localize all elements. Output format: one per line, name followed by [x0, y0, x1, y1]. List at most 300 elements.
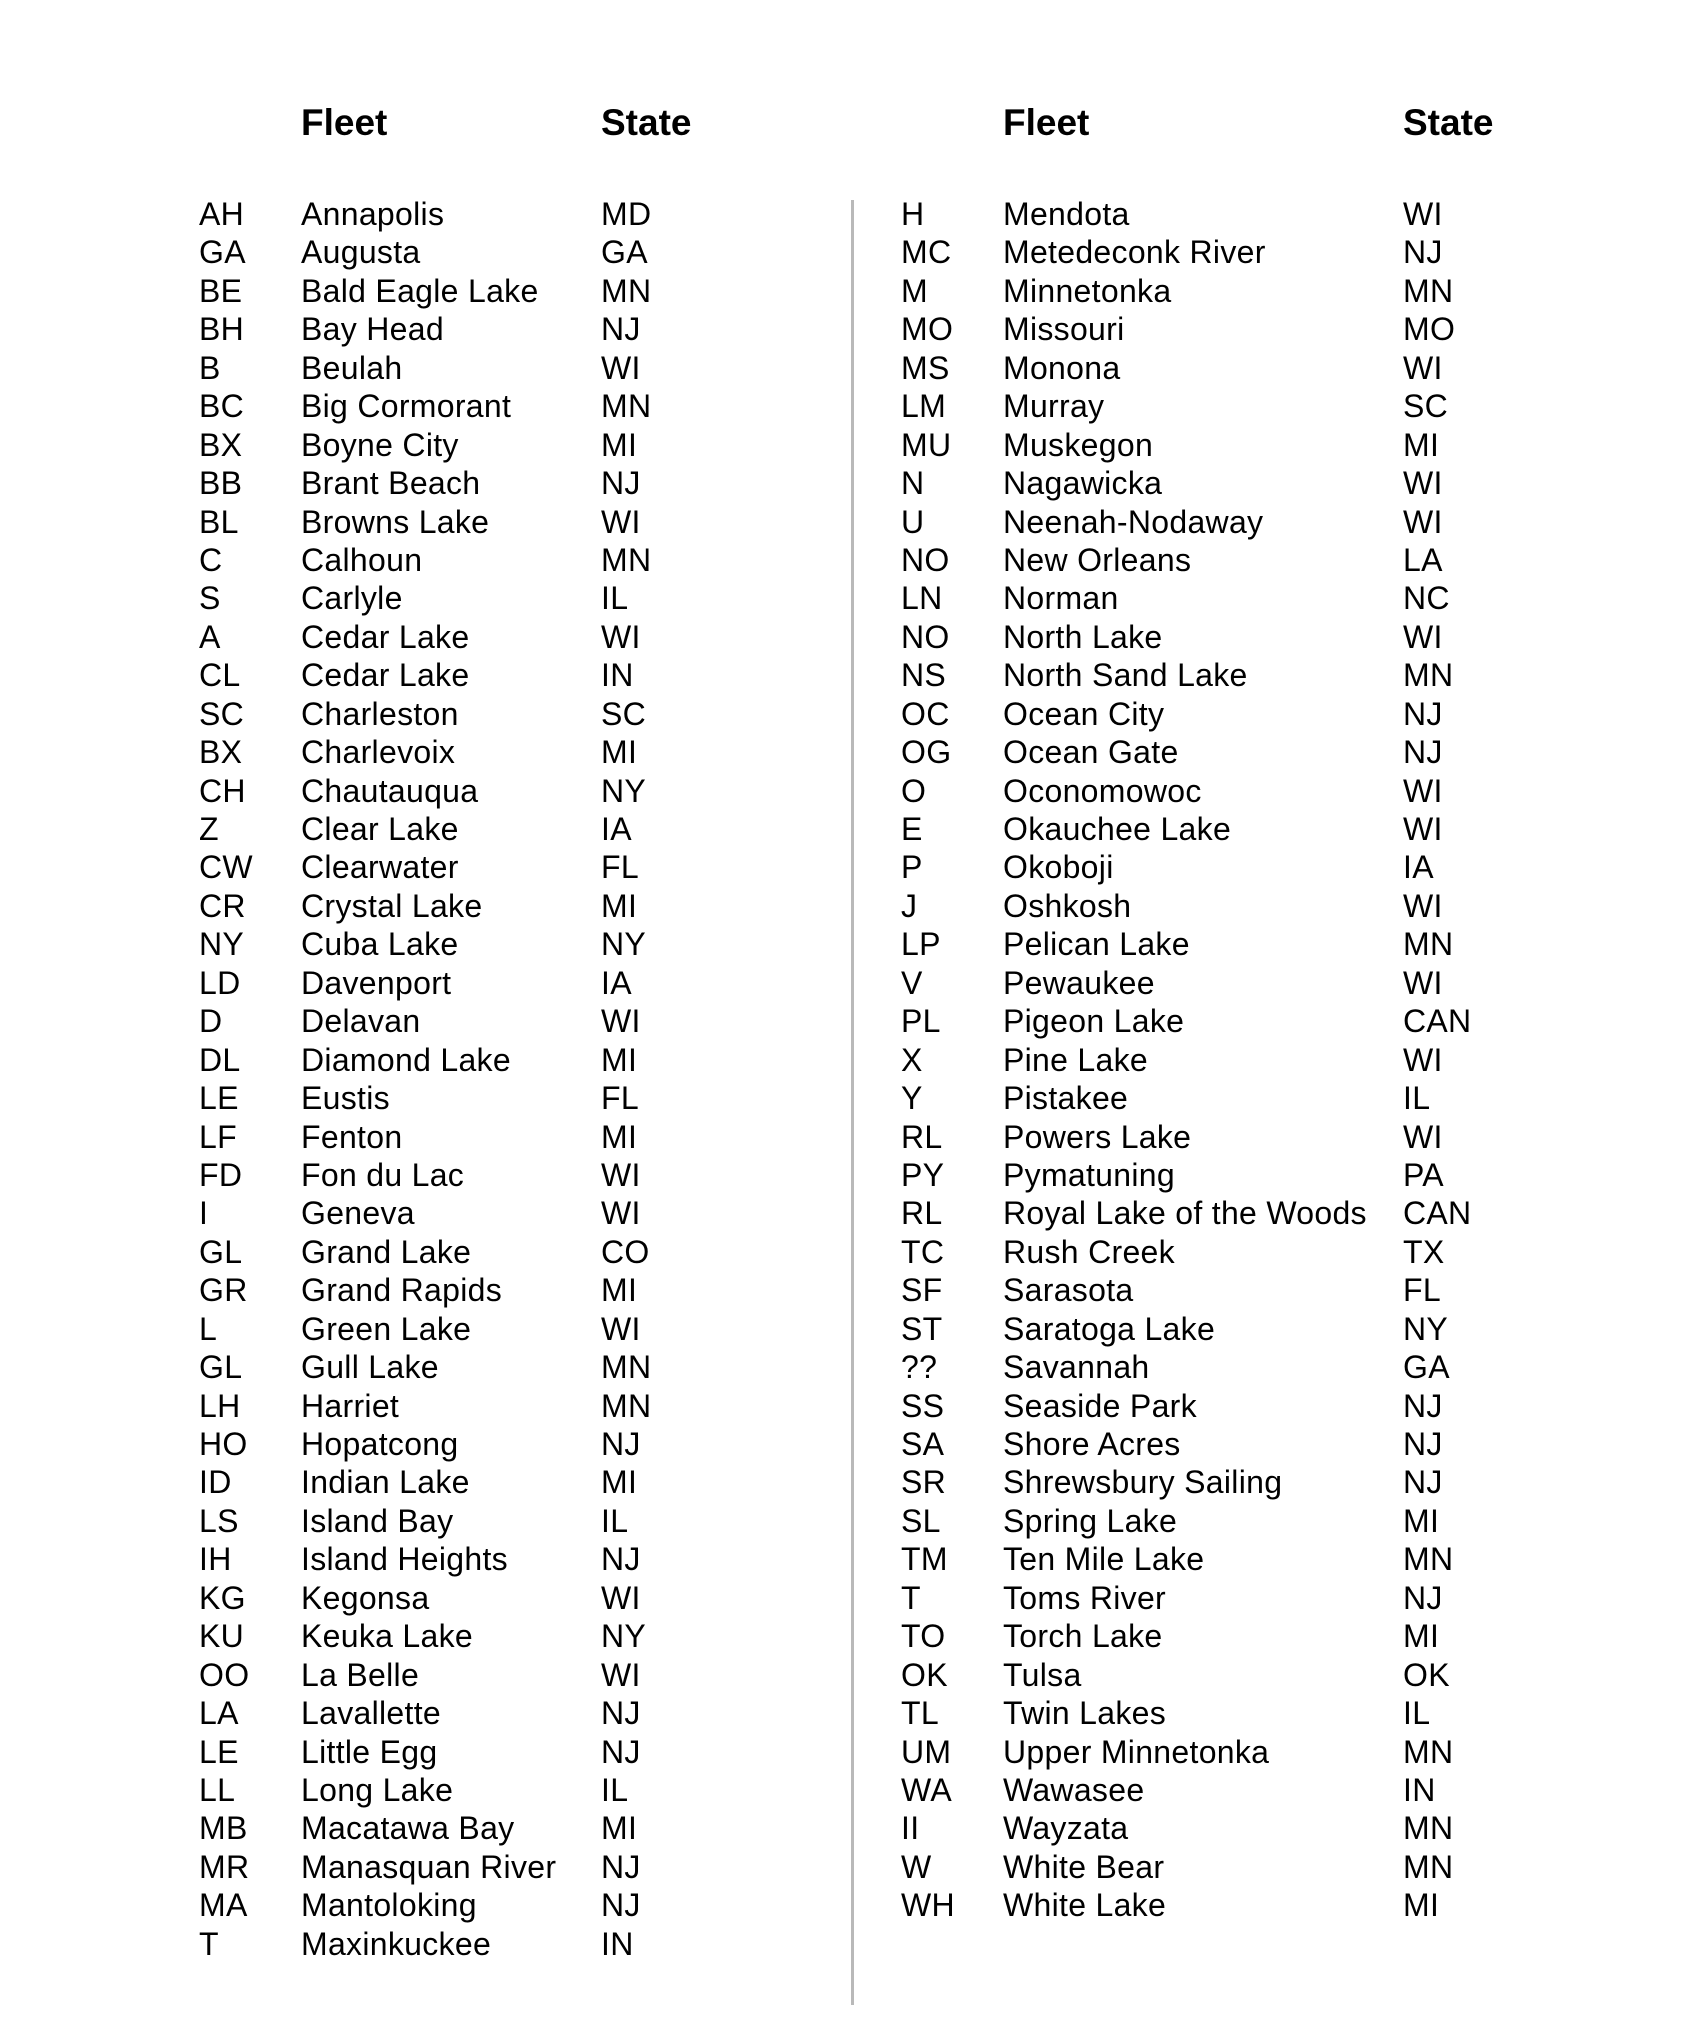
- fleet-name: North Sand Lake: [1003, 657, 1248, 694]
- fleet-state: NY: [601, 926, 647, 963]
- fleet-code: FD: [199, 1156, 243, 1193]
- fleet-code: SR: [901, 1464, 947, 1501]
- fleet-row: [199, 656, 899, 694]
- fleet-state: IL: [601, 1771, 629, 1808]
- fleet-name: Toms River: [1003, 1579, 1167, 1616]
- fleet-row: [199, 310, 899, 348]
- fleet-state: TX: [1403, 1233, 1445, 1270]
- fleet-row: [901, 1848, 1601, 1886]
- fleet-name: Sarasota: [1003, 1272, 1134, 1309]
- fleet-state: NJ: [1403, 1464, 1443, 1501]
- fleet-name: Twin Lakes: [1003, 1695, 1167, 1732]
- fleet-state: GA: [1403, 1349, 1450, 1386]
- fleet-row: [199, 1156, 899, 1194]
- fleet-row: [199, 579, 899, 617]
- fleet-state: MN: [1403, 1848, 1454, 1885]
- right-fleet-header: Fleet: [1003, 102, 1090, 143]
- fleet-name: Diamond Lake: [301, 1041, 511, 1078]
- fleet-row: [199, 195, 899, 233]
- fleet-code: BL: [199, 503, 239, 540]
- fleet-state: NJ: [601, 1848, 641, 1885]
- fleet-code: DL: [199, 1041, 241, 1078]
- fleet-name: Murray: [1003, 388, 1105, 425]
- fleet-code: AH: [199, 196, 245, 232]
- fleet-name: Norman: [1003, 580, 1119, 617]
- fleet-state: MI: [1403, 1502, 1440, 1539]
- fleet-state: WI: [601, 1003, 641, 1040]
- fleet-row: [901, 1387, 1601, 1425]
- fleet-row: [199, 1079, 899, 1117]
- fleet-name: Kegonsa: [301, 1579, 430, 1616]
- fleet-state: MN: [1403, 1733, 1454, 1770]
- fleet-name: Bay Head: [301, 311, 444, 348]
- fleet-state: WI: [1403, 1118, 1443, 1155]
- fleet-row: [199, 233, 899, 271]
- fleet-name: Torch Lake: [1003, 1618, 1163, 1655]
- fleet-code: I: [199, 1195, 209, 1232]
- fleet-row: [901, 387, 1601, 425]
- fleet-state: MI: [601, 1810, 638, 1847]
- fleet-row: [199, 695, 899, 733]
- fleet-state: OK: [1403, 1656, 1450, 1693]
- fleet-name: White Lake: [1003, 1887, 1167, 1924]
- fleet-code: II: [901, 1810, 920, 1847]
- fleet-code: WH: [901, 1887, 955, 1924]
- fleet-row: [199, 1271, 899, 1309]
- left-state-header: State: [601, 102, 692, 143]
- fleet-name: Charleston: [301, 695, 459, 732]
- fleet-row: [199, 1310, 899, 1348]
- fleet-name: Okoboji: [1003, 849, 1114, 886]
- fleet-code: LL: [199, 1771, 236, 1808]
- fleet-code: B: [199, 349, 221, 386]
- fleet-code: PY: [901, 1156, 945, 1193]
- fleet-code: U: [901, 503, 925, 540]
- fleet-name: Charlevoix: [301, 734, 456, 771]
- fleet-code: C: [199, 541, 223, 578]
- fleet-name: Wawasee: [1003, 1771, 1145, 1808]
- fleet-code: LN: [901, 580, 943, 617]
- fleet-row: [901, 925, 1601, 963]
- fleet-row: [901, 1886, 1601, 1924]
- fleet-state: NJ: [601, 1887, 641, 1924]
- fleet-state: WI: [1403, 196, 1443, 232]
- fleet-state: IA: [601, 811, 632, 847]
- fleet-name: Savannah: [1003, 1349, 1150, 1386]
- fleet-state: NJ: [601, 1426, 641, 1462]
- fleet-name: Monona: [1003, 349, 1121, 386]
- fleet-row: [901, 1348, 1601, 1386]
- fleet-code: KG: [199, 1579, 246, 1616]
- fleet-code: MA: [199, 1887, 248, 1924]
- fleet-code: RL: [901, 1195, 943, 1232]
- fleet-name: Cedar Lake: [301, 618, 470, 655]
- fleet-name: Harriet: [301, 1387, 400, 1424]
- fleet-row: [901, 1041, 1601, 1079]
- fleet-state: IL: [601, 580, 629, 617]
- fleet-row: [901, 1233, 1601, 1271]
- fleet-row: [901, 810, 1601, 848]
- fleet-name: Island Heights: [301, 1541, 508, 1578]
- fleet-state: WI: [1403, 887, 1443, 924]
- fleet-state: MI: [601, 1272, 638, 1309]
- fleet-row: [901, 1617, 1601, 1655]
- fleet-state: MO: [1403, 311, 1456, 348]
- fleet-name: Nagawicka: [1003, 465, 1163, 502]
- fleet-state: IA: [1403, 849, 1434, 886]
- fleet-row: [901, 1694, 1601, 1732]
- fleet-row: [901, 964, 1601, 1002]
- fleet-row: [199, 1694, 899, 1732]
- fleet-row: [901, 579, 1601, 617]
- fleet-state: WI: [601, 1579, 641, 1616]
- fleet-code: TC: [901, 1233, 945, 1270]
- fleet-row: [199, 1848, 899, 1886]
- fleet-name: Grand Lake: [301, 1233, 472, 1270]
- fleet-state: PA: [1403, 1156, 1444, 1193]
- fleet-code: BC: [199, 388, 245, 425]
- fleet-code: SS: [901, 1387, 945, 1424]
- fleet-state: MN: [1403, 1541, 1454, 1578]
- fleet-row: [901, 1271, 1601, 1309]
- fleet-name: Pistakee: [1003, 1080, 1129, 1117]
- fleet-row: [199, 1656, 899, 1694]
- fleet-name: Grand Rapids: [301, 1272, 503, 1309]
- fleet-name: Chautauqua: [301, 772, 479, 809]
- fleet-state: WI: [601, 1656, 641, 1693]
- fleet-code: KU: [199, 1618, 245, 1655]
- fleet-row: [901, 1540, 1601, 1578]
- fleet-code: ID: [199, 1464, 232, 1501]
- fleet-row: [199, 810, 899, 848]
- fleet-code: OC: [901, 695, 950, 732]
- fleet-state: FL: [1403, 1272, 1441, 1309]
- fleet-state: NY: [601, 772, 647, 809]
- fleet-name: Ten Mile Lake: [1003, 1541, 1205, 1578]
- fleet-row: [901, 541, 1601, 579]
- fleet-row: [901, 426, 1601, 464]
- fleet-name: Spring Lake: [1003, 1502, 1178, 1539]
- fleet-code: CR: [199, 887, 246, 924]
- fleet-code: TM: [901, 1541, 948, 1578]
- fleet-name: Augusta: [301, 234, 421, 271]
- fleet-code: GL: [199, 1349, 243, 1386]
- fleet-name: Pine Lake: [1003, 1041, 1149, 1078]
- fleet-name: Saratoga Lake: [1003, 1310, 1216, 1347]
- fleet-code: A: [199, 618, 221, 655]
- fleet-name: New Orleans: [1003, 541, 1192, 578]
- fleet-name: Clear Lake: [301, 811, 459, 847]
- fleet-row: [199, 964, 899, 1002]
- fleet-name: Crystal Lake: [301, 887, 483, 924]
- fleet-name: Neenah-Nodaway: [1003, 503, 1264, 540]
- fleet-code: D: [199, 1003, 223, 1040]
- fleet-name: Keuka Lake: [301, 1618, 474, 1655]
- fleet-row: [901, 195, 1601, 233]
- fleet-state: MI: [601, 1464, 638, 1501]
- fleet-state: NJ: [1403, 1579, 1443, 1616]
- fleet-code: CH: [199, 772, 246, 809]
- fleet-name: Pigeon Lake: [1003, 1003, 1185, 1040]
- fleet-name: Browns Lake: [301, 503, 490, 540]
- fleet-code: V: [901, 964, 923, 1001]
- fleet-row: [901, 1463, 1601, 1501]
- fleet-state: NY: [601, 1618, 647, 1655]
- fleet-name: Fon du Lac: [301, 1156, 465, 1193]
- fleet-name: Little Egg: [301, 1733, 438, 1770]
- fleet-row: [199, 387, 899, 425]
- fleet-row: [199, 1925, 899, 1963]
- fleet-name: Mendota: [1003, 196, 1130, 232]
- fleet-state: CAN: [1403, 1003, 1472, 1040]
- fleet-state: IN: [601, 1925, 634, 1962]
- fleet-code: WA: [901, 1771, 952, 1808]
- fleet-code: BX: [199, 426, 243, 463]
- fleet-name: Boyne City: [301, 426, 459, 463]
- fleet-name: White Bear: [1003, 1848, 1165, 1885]
- fleet-code: LS: [199, 1502, 239, 1539]
- column-divider: [851, 200, 854, 2005]
- fleet-row: [199, 1617, 899, 1655]
- fleet-state: WI: [1403, 465, 1443, 502]
- fleet-name: Shrewsbury Sailing: [1003, 1464, 1283, 1501]
- fleet-code: OK: [901, 1656, 948, 1693]
- fleet-code: SC: [199, 695, 245, 732]
- right-fleet-list: [901, 195, 1601, 1925]
- fleet-code: O: [901, 772, 927, 809]
- fleet-state: NJ: [601, 1733, 641, 1770]
- fleet-row: [199, 1041, 899, 1079]
- fleet-row: [199, 1809, 899, 1847]
- fleet-code: LE: [199, 1733, 239, 1770]
- fleet-row: [901, 1425, 1601, 1463]
- fleet-row: [199, 464, 899, 502]
- fleet-name: Manasquan River: [301, 1848, 557, 1885]
- fleet-name: Upper Minnetonka: [1003, 1733, 1270, 1770]
- fleet-state: MI: [601, 1041, 638, 1078]
- fleet-state: MN: [601, 1349, 652, 1386]
- fleet-state: FL: [601, 1080, 639, 1117]
- fleet-name: Mantoloking: [301, 1887, 477, 1924]
- fleet-state: CO: [601, 1233, 650, 1270]
- fleet-state: NJ: [1403, 1387, 1443, 1424]
- fleet-code: BX: [199, 734, 243, 771]
- fleet-name: Cedar Lake: [301, 657, 470, 694]
- fleet-row: [901, 272, 1601, 310]
- fleet-state: MI: [601, 887, 638, 924]
- fleet-name: Pymatuning: [1003, 1156, 1175, 1193]
- fleet-state: NJ: [601, 465, 641, 502]
- fleet-code: CW: [199, 849, 253, 886]
- fleet-code: HO: [199, 1426, 248, 1462]
- fleet-code: SF: [901, 1272, 943, 1309]
- fleet-row: [901, 695, 1601, 733]
- fleet-row: [199, 1771, 899, 1809]
- fleet-state: IL: [601, 1502, 629, 1539]
- fleet-name: Lavallette: [301, 1695, 441, 1732]
- fleet-state: MN: [601, 541, 652, 578]
- fleet-state: MN: [601, 272, 652, 309]
- fleet-row: [901, 1733, 1601, 1771]
- fleet-row: [199, 1118, 899, 1156]
- fleet-row: [199, 848, 899, 886]
- fleet-code: LF: [199, 1118, 237, 1155]
- fleet-row: [901, 1002, 1601, 1040]
- fleet-code: MR: [199, 1848, 250, 1885]
- fleet-code: RL: [901, 1118, 943, 1155]
- fleet-code: LM: [901, 388, 947, 425]
- fleet-state: NJ: [1403, 695, 1443, 732]
- fleet-row: [199, 1233, 899, 1271]
- fleet-row: [199, 541, 899, 579]
- fleet-row: [199, 733, 899, 771]
- fleet-state: WI: [1403, 503, 1443, 540]
- fleet-state: WI: [601, 1195, 641, 1232]
- fleet-state: WI: [601, 1310, 641, 1347]
- fleet-row: [901, 1194, 1601, 1232]
- fleet-state: SC: [601, 695, 647, 732]
- fleet-code: S: [199, 580, 221, 617]
- fleet-row: [901, 1771, 1601, 1809]
- fleet-code: CL: [199, 657, 241, 694]
- fleet-name: Oconomowoc: [1003, 772, 1202, 809]
- fleet-row: [199, 1387, 899, 1425]
- fleet-name: Eustis: [301, 1080, 390, 1117]
- fleet-code: GA: [199, 234, 246, 271]
- fleet-name: Clearwater: [301, 849, 459, 886]
- fleet-state: NY: [1403, 1310, 1449, 1347]
- fleet-state: IN: [1403, 1771, 1436, 1808]
- fleet-name: Royal Lake of the Woods: [1003, 1195, 1367, 1232]
- fleet-code: BE: [199, 272, 243, 309]
- fleet-name: Carlyle: [301, 580, 403, 617]
- fleet-row: [199, 1463, 899, 1501]
- fleet-code: W: [901, 1848, 932, 1885]
- fleet-row: [901, 1156, 1601, 1194]
- fleet-code: NO: [901, 541, 950, 578]
- fleet-code: MS: [901, 349, 950, 386]
- fleet-row: [199, 772, 899, 810]
- fleet-row: [901, 772, 1601, 810]
- fleet-row: [199, 426, 899, 464]
- fleet-name: Rush Creek: [1003, 1233, 1175, 1270]
- fleet-code: OG: [901, 734, 952, 771]
- fleet-code: MB: [199, 1810, 248, 1847]
- fleet-state: MN: [1403, 926, 1454, 963]
- fleet-name: Cuba Lake: [301, 926, 459, 963]
- fleet-code: T: [199, 1925, 219, 1962]
- fleet-name: Ocean City: [1003, 695, 1165, 732]
- fleet-state: MN: [1403, 1810, 1454, 1847]
- fleet-state: MI: [601, 426, 638, 463]
- fleet-state: GA: [601, 234, 648, 271]
- fleet-row: [901, 1118, 1601, 1156]
- fleet-name: Metedeconk River: [1003, 234, 1266, 271]
- fleet-state: WI: [1403, 772, 1443, 809]
- fleet-code: IH: [199, 1541, 232, 1578]
- fleet-row: [901, 733, 1601, 771]
- fleet-state: WI: [601, 349, 641, 386]
- fleet-name: Davenport: [301, 964, 452, 1001]
- fleet-state: MI: [601, 1118, 638, 1155]
- fleet-name: Long Lake: [301, 1771, 454, 1808]
- fleet-row: [199, 1348, 899, 1386]
- fleet-name: Calhoun: [301, 541, 423, 578]
- fleet-code: BB: [199, 465, 243, 502]
- fleet-name: Island Bay: [301, 1502, 454, 1539]
- fleet-state: NJ: [601, 1695, 641, 1732]
- fleet-state: MI: [601, 734, 638, 771]
- fleet-state: NJ: [1403, 1426, 1443, 1462]
- fleet-name: Green Lake: [301, 1310, 472, 1347]
- left-fleet-header: Fleet: [301, 102, 388, 143]
- fleet-name: Muskegon: [1003, 426, 1154, 463]
- fleet-code: BH: [199, 311, 245, 348]
- right-state-header: State: [1403, 102, 1494, 143]
- fleet-row: [901, 464, 1601, 502]
- fleet-state: NC: [1403, 580, 1450, 617]
- fleet-state: MI: [1403, 426, 1440, 463]
- fleet-name: Tulsa: [1003, 1656, 1082, 1693]
- fleet-state: WI: [1403, 618, 1443, 655]
- fleet-name: Pelican Lake: [1003, 926, 1190, 963]
- fleet-row: [199, 1540, 899, 1578]
- fleet-name: Maxinkuckee: [301, 1925, 492, 1962]
- fleet-row: [901, 503, 1601, 541]
- fleet-state: MN: [1403, 272, 1454, 309]
- fleet-code: E: [901, 811, 923, 847]
- fleet-state: WI: [1403, 964, 1443, 1001]
- fleet-name: Macatawa Bay: [301, 1810, 515, 1847]
- fleet-row: [199, 1502, 899, 1540]
- fleet-code: LD: [199, 964, 241, 1001]
- fleet-state: IL: [1403, 1080, 1431, 1117]
- fleet-row: [199, 1194, 899, 1232]
- fleet-code: TL: [901, 1695, 939, 1732]
- fleet-state: NJ: [601, 311, 641, 348]
- fleet-code: GL: [199, 1233, 243, 1270]
- fleet-code: GR: [199, 1272, 248, 1309]
- fleet-state: IA: [601, 964, 632, 1001]
- fleet-row: [199, 503, 899, 541]
- fleet-name: Bald Eagle Lake: [301, 272, 539, 309]
- fleet-state: MI: [1403, 1887, 1440, 1924]
- fleet-code: X: [901, 1041, 923, 1078]
- fleet-name: Brant Beach: [301, 465, 481, 502]
- fleet-code: OO: [199, 1656, 250, 1693]
- fleet-code: ??: [901, 1349, 938, 1386]
- fleet-row: [901, 618, 1601, 656]
- fleet-code: PL: [901, 1003, 941, 1040]
- fleet-state: WI: [601, 503, 641, 540]
- fleet-code: NY: [199, 926, 245, 963]
- fleet-code: MO: [901, 311, 954, 348]
- fleet-row: [901, 233, 1601, 271]
- fleet-name: Powers Lake: [1003, 1118, 1192, 1155]
- fleet-row: [901, 887, 1601, 925]
- fleet-row: [199, 1425, 899, 1463]
- fleet-state: NJ: [1403, 734, 1443, 771]
- fleet-row: [199, 887, 899, 925]
- fleet-state: IL: [1403, 1695, 1431, 1732]
- fleet-row: [901, 1579, 1601, 1617]
- fleet-code: P: [901, 849, 923, 886]
- fleet-code: N: [901, 465, 925, 502]
- fleet-row: [199, 925, 899, 963]
- fleet-row: [901, 848, 1601, 886]
- fleet-state: MI: [1403, 1618, 1440, 1655]
- fleet-state: NJ: [601, 1541, 641, 1578]
